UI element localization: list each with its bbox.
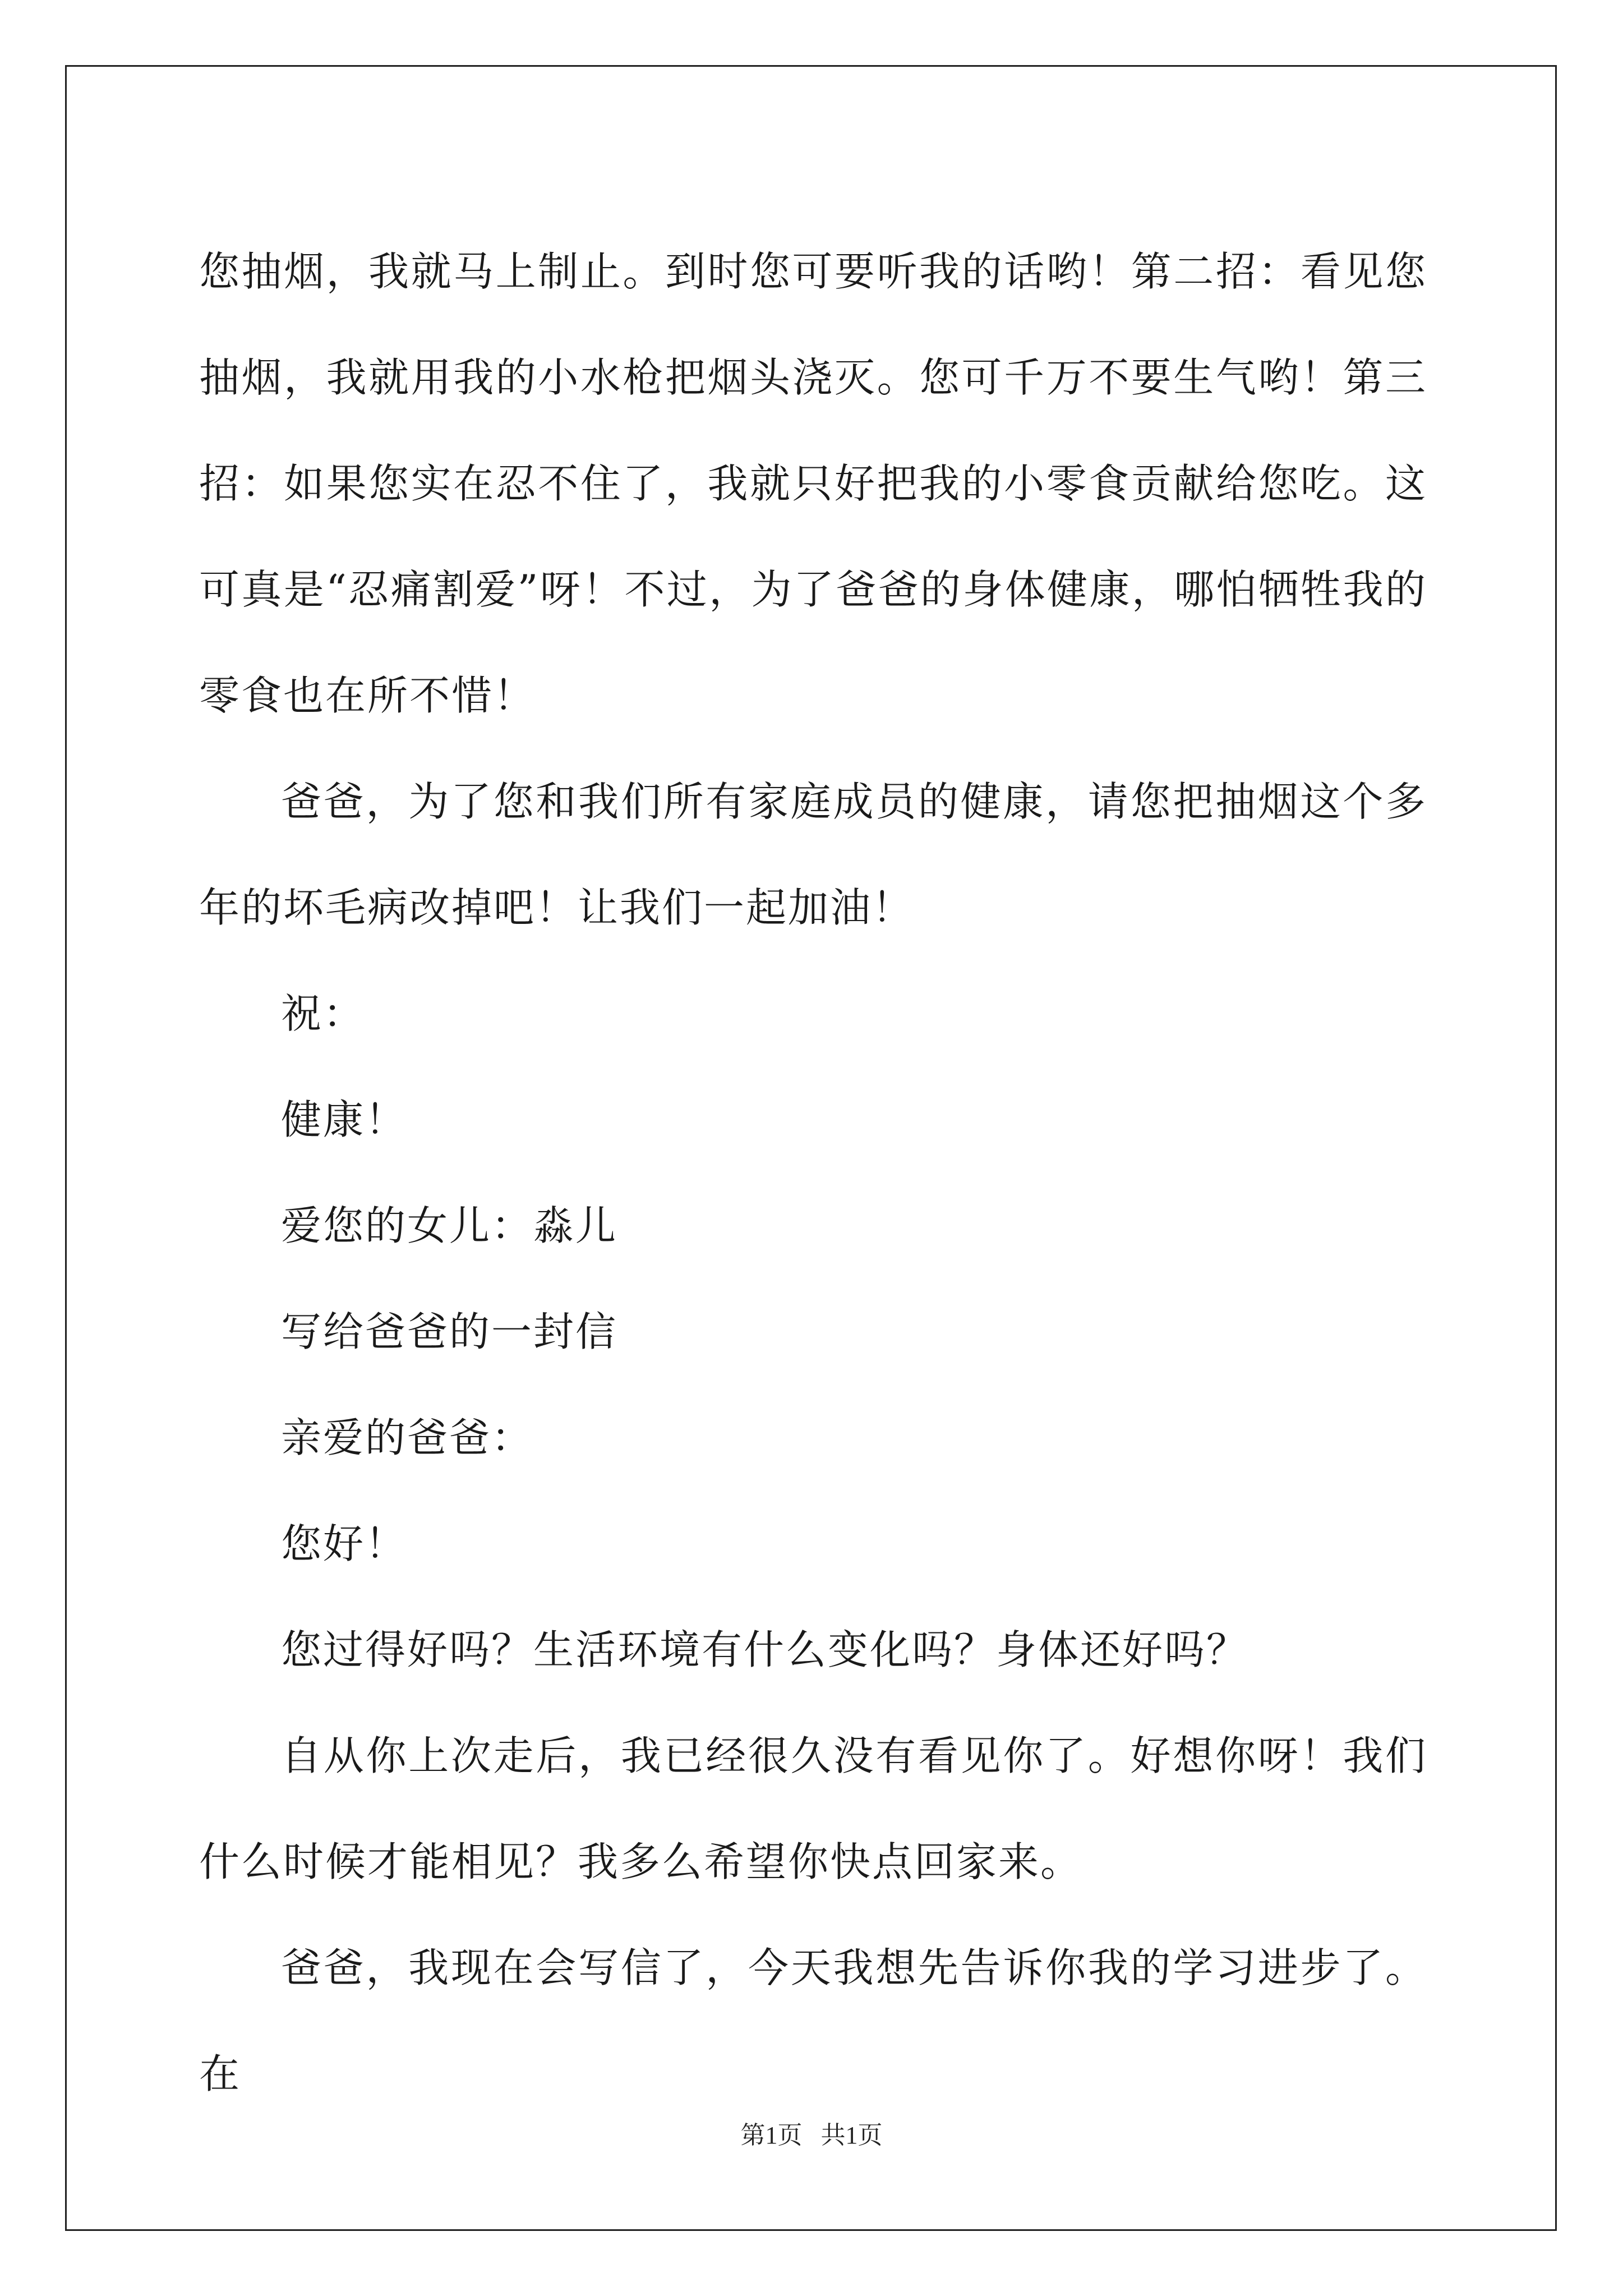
document-body — [199, 219, 1427, 2127]
closing-wish-label: 祝： — [281, 990, 366, 1037]
greeting: 您好！ — [281, 1520, 408, 1567]
letter-title: 写给爸爸的一封信 — [281, 1308, 618, 1355]
page-number-footer: 第1页 共1页 — [740, 2122, 883, 2149]
paragraph-missing-you: 自从你上次走后，我已经很久没有看见你了。好想你呀！我们什么时候才能相见？我多么希望你快点回家来。 — [199, 1732, 1427, 1885]
paragraph-quit-smoking-appeal: 爸爸，为了您和我们所有家庭成员的健康，请您把抽烟这个多年的坏毛病改掉吧！让我们一起加油！ — [199, 778, 1427, 931]
closing-wish: 健康！ — [281, 1096, 408, 1143]
paragraph-progress: 爸爸，我现在会写信了，今天我想先告诉你我的学习进步了。在 — [199, 1944, 1427, 2097]
salutation: 亲爱的爸爸： — [281, 1414, 534, 1461]
paragraph-continuation: 您抽烟，我就马上制止。到时您可要听我的话哟！第二招：看见您抽烟，我就用我的小水枪把烟头浇灭。您可千万不要生气哟！第三招：如果您实在忍不住了，我就只好把我的小零食贡献给您吃。这可真是“忍痛割爱”呀！不过，为了爸爸的身体健康，哪怕牺牲我的零食也在所不惜！ — [199, 248, 1427, 719]
paragraph-questions: 您过得好吗？生活环境有什么变化吗？身体还好吗？ — [281, 1626, 1249, 1673]
signature: 爱您的女儿：淼儿 — [281, 1202, 618, 1249]
